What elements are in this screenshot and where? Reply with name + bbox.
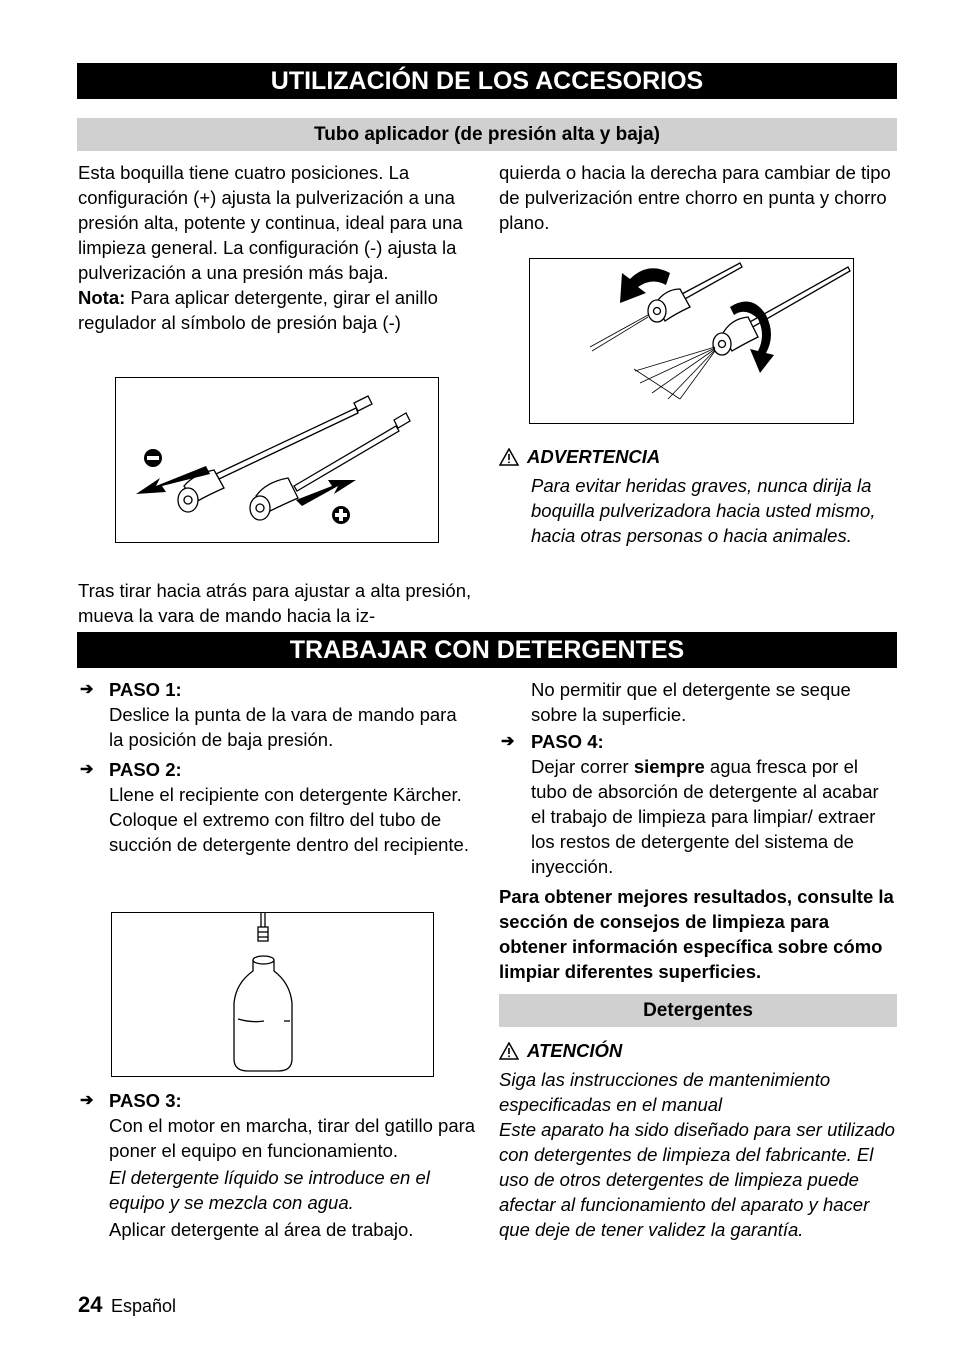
accesorios-para1: Esta boquilla tiene cuatro posiciones. La configuración (+) ajusta la pulverización a una presión alta, potente y continua, ideal para una limpieza general. La configuración (-) ajusta la pulverización a una presión más baja. (78, 162, 463, 283)
warning-triangle-icon (499, 1042, 519, 1060)
attention-text1: Siga las instrucciones de mantenimiento especificadas en el manual (499, 1069, 831, 1115)
step2-text: Llene el recipiente con detergente Kärcher. Coloque el extremo con filtro del tubo de succión de detergente dentro del recipiente. (109, 784, 469, 855)
step4-bold: siempre (633, 756, 705, 777)
accesorios-note (78, 285, 476, 335)
section-title-accesorios: UTILIZACIÓN DE LOS ACCESORIOS (77, 63, 897, 99)
step2-label: PASO 2: (109, 759, 182, 780)
step3-text: Con el motor en marcha, tirar del gatillo para poner el equipo en funcionamiento. (109, 1115, 476, 1161)
step3-continuation: No permitir que el detergente se seque sobre la superficie. (531, 679, 851, 725)
attention-heading (499, 1038, 899, 1063)
accesorios-intro (78, 160, 476, 335)
attention-block (499, 1038, 899, 1242)
step-arrow-icon: ➔ (501, 733, 515, 750)
step3-label: PASO 3: (109, 1090, 182, 1111)
step-arrow-icon: ➔ (80, 761, 94, 778)
page-number: 24 (78, 1292, 103, 1317)
step4-post: agua fresca por el tubo de absorción de detergente al acabar el trabajo de limpieza para limpiar/ extraer los restos de detergente del sistema de inyección. (531, 756, 879, 877)
accesorios-para2b: quierda o hacia la derecha para cambiar de tipo de pulverización entre chorro en punta y chorro plano. (499, 162, 891, 233)
step4-text (531, 754, 897, 879)
step-arrow-icon: ➔ (80, 681, 94, 698)
note-label: Nota: (78, 287, 126, 308)
step-4 (501, 729, 897, 879)
step-arrow-icon: ➔ (80, 1092, 94, 1109)
warning-block (499, 444, 897, 548)
figure-detergent-bottle (111, 912, 434, 1077)
step-1 (80, 677, 476, 752)
figure-nozzle-rotation (529, 258, 854, 424)
bottle-illustration (112, 913, 432, 1075)
page-footer (78, 1292, 176, 1318)
figure-wand-pressure (115, 377, 439, 543)
step1-text: Deslice la punta de la vara de mando para la posición de baja presión. (109, 704, 457, 750)
step4-label: PASO 4: (531, 731, 604, 752)
attention-text2: Este aparato ha sido diseñado para ser utilizado con detergentes de limpieza del fabricante. El uso de otros detergentes de limpieza puede afectar al funcionamiento del aparato y hacer que deje de tener validez la garantía. (499, 1119, 895, 1240)
footer-language: Español (110, 1296, 176, 1316)
note-text: Para aplicar detergente, girar el anillo regulador al símbolo de presión baja (-) (78, 287, 438, 333)
nozzle-rotation-illustration (530, 259, 852, 422)
warning-triangle-icon (499, 448, 519, 466)
attention-title: ATENCIÓN (527, 1040, 623, 1061)
warning-title: ADVERTENCIA (527, 446, 661, 467)
best-results-note: Para obtener mejores resultados, consulte la sección de consejos de limpieza para obtener información específica sobre cómo limpiar diferentes superficies. (499, 886, 894, 982)
step1-label: PASO 1: (109, 679, 182, 700)
warning-text: Para evitar heridas graves, nunca dirija la boquilla pulverizadora hacia usted mismo, hacia otras personas o hacia animales. (531, 475, 876, 546)
step-3 (80, 1088, 476, 1242)
wand-pressure-illustration (116, 378, 437, 541)
subsection-title-tubo: Tubo aplicador (de presión alta y baja) (77, 118, 897, 151)
warning-heading (499, 444, 897, 469)
step3-italic: El detergente líquido se introduce en el equipo y se mezcla con agua. (109, 1167, 430, 1213)
subsection-title-detergentes: Detergentes (499, 994, 897, 1027)
step4-pre: Dejar correr (531, 756, 634, 777)
step3-text2: Aplicar detergente al área de trabajo. (109, 1219, 414, 1240)
accesorios-para2a: Tras tirar hacia atrás para ajustar a alta presión, mueva la vara de mando hacia la iz- (78, 580, 472, 626)
section-title-detergentes: TRABAJAR CON DETERGENTES (77, 632, 897, 668)
step-2 (80, 757, 476, 857)
